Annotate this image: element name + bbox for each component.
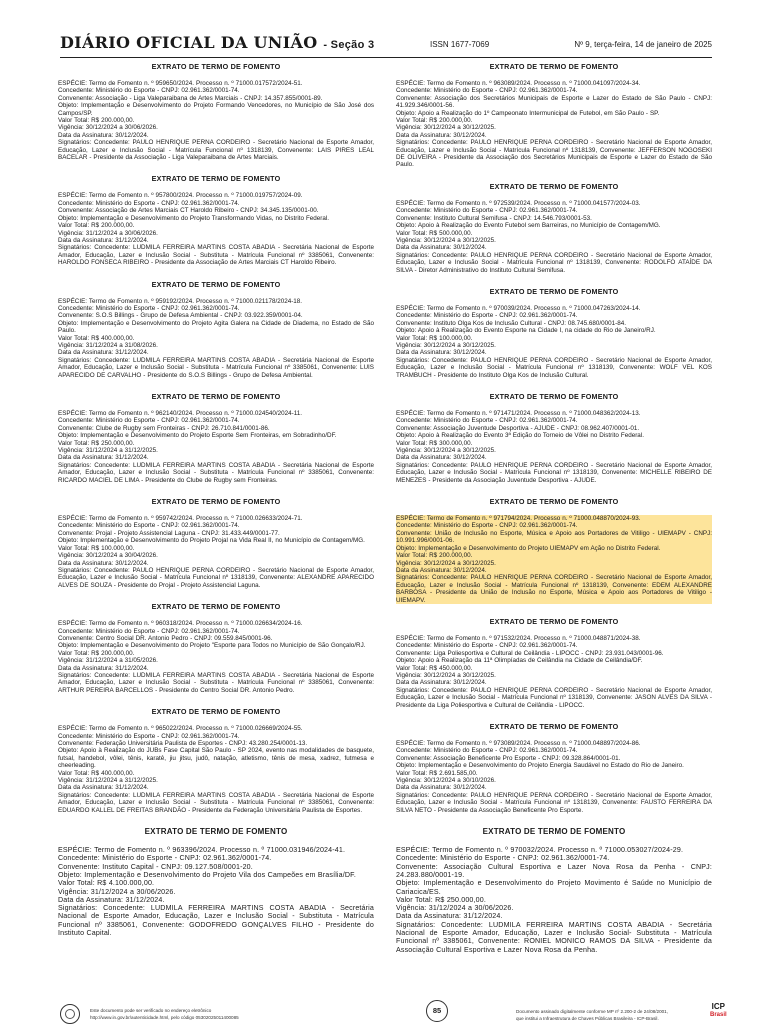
extract-line: Valor Total: R$ 250.000,00. [58, 439, 135, 447]
extract-block [58, 827, 374, 937]
extract-line: Concedente: Ministério do Esporte - CNPJ: 02.961.362/0001-74. [396, 522, 712, 529]
extract-line: Valor Total: R$ 200.000,00. [396, 552, 712, 559]
extract-line: Signatários: Concedente: PAULO HENRIQUE PERNA CORDEIRO - Secretário Nacional de Esporte Amador, Educação, Lazer e Inclusão Social - Matrícula Funcional nº 1318139, Convenente: MICHELLE RIBEIRO DE MENEZES - Presidente da Associação Juventude Desportiva - AJUDE. [396, 461, 712, 484]
extract-block [58, 62, 374, 161]
extract-title: EXTRATO DE TERMO DE FOMENTO [151, 279, 281, 289]
extract-line: ESPÉCIE: Termo de Fomento n. º 972539/2024. Processo n. º 71000.041577/2024-03. [396, 199, 641, 207]
extract-line: Signatários: Concedente: PAULO HENRIQUE PERNA CORDEIRO - Secretário Nacional de Esporte Amador, Educação, Lazer e Inclusão Social - Matrícula Funcional nº 1318139, Convenente: LAIS PIRES LEAL BACELAR - Presidente da Associação - Liga Valeparaibana de Artes Marciais. [58, 139, 374, 162]
extract-line: Vigência: 31/12/2024 a 31/12/2025. [58, 777, 158, 785]
extract-line: Convenente: Projal - Projeto Assistencial Laguna - CNPJ: 31.433.449/0001-77. [58, 529, 280, 537]
extract-line: Concedente: Ministério do Esporte - CNPJ: 02.961.362/0001-74. [58, 304, 240, 312]
extract-line: Vigência: 30/12/2024 a 30/10/2026. [396, 777, 496, 785]
extract-line: Concedente: Ministério do Esporte - CNPJ: 02.961.362/0001-74. [58, 417, 240, 425]
extract-line: Data da Assinatura: 30/12/2024. [396, 131, 487, 139]
extract-line: Valor Total: R$ 300.000,00. [396, 439, 473, 447]
extract-line: ESPÉCIE: Termo de Fomento n. º 965022/2024. Processo n. º 71000.026669/2024-55. [58, 725, 303, 733]
extract-line: Objeto: Apoio à Realização do Evento Esporte na Cidade I, na cidade do Rio de Janeiro/RJ. [396, 327, 656, 335]
extract-line: Signatários: Concedente: LUDMILA FERREIRA MARTINS COSTA ABADIA - Secretária Nacional de Esporte Amador, Educação, Lazer e Inclusão Social - Substituta - Matrícula Funcional nº 3385061, Convenente: ARTHUR PEREIRA BARCELLOS - Presidente do Centro Social DR. Antonio Pedro. [58, 671, 374, 694]
extract-title: EXTRATO DE TERMO DE FOMENTO [489, 616, 619, 626]
newspaper-title: DIÁRIO OFICIAL DA UNIÃO - Seção 3 [60, 33, 375, 52]
extract-title: EXTRATO DE TERMO DE FOMENTO [489, 286, 619, 296]
extract-line: ESPÉCIE: Termo de Fomento n. º 959192/2024. Processo n. º 71000.021178/2024-18. [58, 297, 303, 305]
verification-note: Este documento pode ser verificado no endereço eletrônico http://www.in.gov.br/autenticidade.html, pelo código 05302025011400085 [90, 1008, 239, 1020]
extract-line: Convenente: Associação Juventude Desportiva - AJUDE - CNPJ: 08.962.407/0001-01. [396, 424, 640, 432]
extract-line: Objeto: Implementação e Desenvolvimento do Projeto UIEMAPV em Ação no Distrito Federal. [396, 545, 712, 552]
extract-block [58, 392, 374, 484]
extract-line: Convenente: Associação - Liga Valeparaibana de Artes Marciais - CNPJ: 14.357.855/0001-89. [58, 94, 323, 102]
extract-title: EXTRATO DE TERMO DE FOMENTO [151, 392, 281, 401]
extract-line: Objeto: Implementação e Desenvolvimento do Projeto "Esporte para Todos no Município de São Gonçalo/RJ. [58, 642, 366, 650]
extract-line: Data da Assinatura: 31/12/2024. [58, 236, 149, 244]
extract-line: Data da Assinatura: 31/12/2024. [58, 349, 149, 357]
extract-line: Convenente: Associação Beneficente Pro Esporte - CNPJ: 09.328.864/0001-01. [396, 754, 621, 762]
extract-line: Convenente: Instituto Capital - CNPJ: 09.127.508/0001-20. [58, 862, 253, 871]
extract-line: Data da Assinatura: 30/12/2024. [396, 454, 487, 462]
extract-line: Signatários: Concedente: PAULO HENRIQUE PERNA CORDEIRO - Secretário Nacional de Esporte Amador, Educação, Lazer e Inclusão Social - Matrícula Funcional nº 1318139, Convenente: RODOLFO ATAÍDE DA SILVA - Diretor Administrativo do Instituto Cultural Semifusa. [396, 251, 712, 274]
extract-line: Concedente: Ministério do Esporte - CNPJ: 02.961.362/0001-74. [58, 522, 240, 530]
page-number: 85 [426, 1000, 448, 1022]
extract-title: EXTRATO DE TERMO DE FOMENTO [482, 827, 626, 837]
extract-line: Valor Total: R$ 400.000,00. [58, 769, 135, 777]
extract-line: Data da Assinatura: 30/12/2024. [396, 679, 487, 687]
extract-line: Signatários: Concedente: PAULO HENRIQUE PERNA CORDEIRO - Secretário Nacional de Esporte Amador, Educação, Lazer e Inclusão Social - Matrícula Funcional nº 1318139, Convenente: EDEM ALEXANDRE BARBOSA - Presidente da União de Inclusão no Esporte, Música e Apoio aos Portadores de Vitiligo - UIEMAPV. [396, 574, 712, 604]
extract-line: Vigência: 31/12/2024 a 30/06/2026. [396, 904, 514, 913]
extract-line: Valor Total: R$ 100.000,00. [58, 544, 135, 552]
extract-line: Concedente: Ministério do Esporte - CNPJ: 02.961.362/0001-74. [396, 207, 578, 215]
extract-line: Valor Total: R$ 200.000,00. [58, 649, 135, 657]
extract-line: Convenente: Liga Poliesportiva e Cultural de Ceilândia - LIPOCC - CNPJ: 23.931.043/0001-96. [396, 649, 664, 657]
extract-title: EXTRATO DE TERMO DE FOMENTO [489, 62, 619, 71]
extract-title: EXTRATO DE TERMO DE FOMENTO [489, 181, 619, 191]
extract-line: Data da Assinatura: 31/12/2024. [58, 454, 149, 462]
extract-line: Data da Assinatura: 30/12/2024. [396, 784, 487, 792]
extract-title: EXTRATO DE TERMO DE FOMENTO [151, 497, 281, 507]
extract-line: ESPÉCIE: Termo de Fomento n. º 959742/2024. Processo n. º 71000.026633/2024-71. [58, 515, 303, 523]
extract-line: Convenente: Associação Cultural Esportiva e Lazer Nova Rosa da Penha - CNPJ: 24.283.880/0001-19. [396, 862, 712, 879]
extract-line: Convenente: Instituto Cultural Semifusa - CNPJ: 14.546.793/0001-53. [396, 214, 592, 222]
extract-line: Vigência: 30/12/2024 a 30/12/2025. [396, 236, 496, 244]
page-footer [60, 1000, 727, 1024]
extract-line: Concedente: Ministério do Esporte - CNPJ: 02.961.362/0001-74. [58, 199, 240, 207]
extract-line: Valor Total: R$ 200.000,00. [58, 117, 135, 125]
extract-block [396, 62, 712, 169]
extract-line: Data da Assinatura: 30/12/2024. [396, 349, 487, 357]
extract-line: Concedente: Ministério do Esporte - CNPJ: 02.961.362/0001-74. [58, 732, 240, 740]
extract-line: Vigência: 30/12/2024 a 30/04/2026. [58, 552, 158, 560]
icp-brasil-logo: ICP Brasil [710, 1002, 727, 1018]
extract-line: Objeto: Implementação e Desenvolvimento do Projeto Energia Saudável no Estado do Rio de Janeiro. [396, 762, 684, 770]
extract-line: Objeto: Implementação e Desenvolvimento do Projeto Esporte Sem Fronteiras, em Sobradinho/DF. [58, 432, 337, 440]
extract-line: Convenente: Associação dos Secretários Municipais de Esporte e Lazer do Estado de São Paulo - CNPJ: 41.929.346/0001-56. [396, 94, 712, 110]
extract-line: Vigência: 30/12/2024 a 30/12/2025. [396, 341, 496, 349]
extract-line: Valor Total: R$ 450.000,00. [396, 664, 473, 672]
coat-of-arms-icon [60, 1004, 80, 1024]
extract-line: Vigência: 30/12/2024 a 30/06/2026. [58, 124, 158, 132]
extract-line: Concedente: Ministério do Esporte - CNPJ: 02.961.362/0001-74. [58, 87, 240, 95]
extract-line: Objeto: Implementação e Desenvolvimento do Projeto Vila dos Campeões em Brasília/DF. [58, 870, 356, 879]
extract-title: EXTRATO DE TERMO DE FOMENTO [151, 62, 281, 71]
extract-line: Signatários: Concedente: LUDMILA FERREIRA MARTINS COSTA ABADIA - Secretária Nacional de Esporte Amador, Educação, Lazer e Inclusão Social - Substituta - Matrícula Funcional nº 3385061, Convenente: HAROLDO FONSECA RIBEIRO - Presidente da Associação de Artes Marciais CT Haroldo Ribeiro. [58, 244, 374, 267]
extract-line: Signatários: Concedente: PAULO HENRIQUE PERNA CORDEIRO - Secretário Nacional de Esporte Amador, Educação, Lazer e Inclusão Social - Matrícula Funcional nº 1318139, Convenente: JEFFERSON NOGOSEKI DE OLIVEIRA - Presidente da Associação dos Secretários Municipais de Esporte e Lazer do Estado de São Paulo. [396, 139, 712, 169]
extract-line: ESPÉCIE: Termo de Fomento n. º 970039/2024. Processo n. º 71000.047263/2024-14. [396, 304, 641, 312]
extract-line: Concedente: Ministério do Esporte - CNPJ: 02.961.362/0001-74. [396, 417, 578, 425]
issn: ISSN 1677-7069 [430, 40, 490, 49]
extract-line: Vigência: 30/12/2024 a 30/12/2025. [396, 447, 496, 455]
extract-line: Objeto: Apoio à Realização do Evento 3ª Edição do Torneio de Vôlei no Distrito Federal. [396, 432, 644, 440]
extract-block [396, 617, 712, 709]
extract-line: Valor Total: R$ 400.000,00. [58, 334, 135, 342]
extract-line: Valor Total: R$ 200.000,00. [58, 222, 135, 230]
extract-title: EXTRATO DE TERMO DE FOMENTO [489, 392, 619, 401]
extract-block [396, 722, 712, 814]
extract-block [396, 287, 712, 379]
extract-line: Concedente: Ministério do Esporte - CNPJ: 02.961.362/0001-74. [396, 747, 578, 755]
extract-title: EXTRATO DE TERMO DE FOMENTO [144, 827, 288, 837]
extract-line: Data da Assinatura: 31/12/2024. [58, 895, 165, 904]
extract-line: Objeto: Apoio a Realização do 1º Campeonato Intermunicipal de Futebol, em São Paulo - SP. [396, 109, 660, 117]
extract-line: Objeto: Implementação e Desenvolvimento do Projeto Formando Vencedores, no Município de São José dos Campos/SP. [58, 102, 374, 117]
extract-line: Data da Assinatura: 31/12/2024. [58, 784, 149, 792]
extract-title: EXTRATO DE TERMO DE FOMENTO [151, 174, 281, 184]
extract-line: Signatários: Concedente: LUDMILA FERREIRA MARTINS COSTA ABADIA - Secretária Nacional de Esporte Amador, Educação, Lazer e Inclusão Social - Substituta - Matrícula Funcional nº 3385061, Convenente: GODOFREDO GONÇALVES FILHO - Presidente do Instituto Capital. [58, 904, 374, 938]
extract-line: Concedente: Ministério do Esporte - CNPJ: 02.961.362/0001-74. [396, 312, 578, 320]
page-header [60, 33, 712, 58]
extract-line: Valor Total: R$ 250.000,00. [396, 895, 486, 904]
extract-line: Concedente: Ministério do Esporte - CNPJ: 02.961.362/0001-74. [396, 854, 610, 863]
signature-note: Documento assinado digitalmente conforme MP nº 2.200-2 de 24/08/2001, que institui a Infraestrutura de Chaves Públicas Brasileira - ICP-Brasil. [516, 1009, 669, 1021]
extract-line: Data da Assinatura: 30/12/2024. [58, 559, 149, 567]
extract-line: Signatários: Concedente: LUDMILA FERREIRA MARTINS COSTA ABADIA - Secretária Nacional de Esporte Amador, Educação, Lazer e Inclusão Social - Substituta - Matrícula Funcional nº 3385061, Convenente: EDUARDO KALLEL DE FREITAS BRANDÃO - Presidente da Federação Universitária Paulista de Esportes. [58, 791, 374, 814]
extract-block [58, 497, 374, 589]
extract-line: Objeto: Implementação e Desenvolvimento do Projeto Projal na Vida Real II, no Município de Contagem/MG. [58, 537, 365, 545]
extract-line: Objeto: Apoio à Realização da 11ª Olimpíadas de Ceilândia na Cidade de Ceilândia/DF. [396, 657, 643, 665]
extract-line: Convenente: S.O.S Billings - Grupo de Defesa Ambiental - CNPJ: 03.922.359/0001-04. [58, 312, 303, 320]
extract-line: Signatários: Concedente: LUDMILA FERREIRA MARTINS COSTA ABADIA - Secretária Nacional de Esporte Amador, Educação, Lazer e Inclusão Social- Substituta - Matrícula Funcional nº 3385061, Convenente: RONIEL MONICO RAMOS DA SILVA - Presidente da Associação Cultural Esportiva e Lazer Nova Rosa da Penha. [396, 920, 712, 954]
extract-block [58, 602, 374, 694]
extract-line: Vigência: 30/12/2024 a 30/12/2025. [396, 124, 496, 132]
extract-line: Objeto: Apoio à Realização do Evento Futebol sem Barreiras, no Município de Contagem/MG. [396, 222, 661, 230]
extract-line: ESPÉCIE: Termo de Fomento n. º 970032/2024. Processo n. º 71000.053027/2024-29. [396, 846, 684, 855]
extract-line: Data da Assinatura: 30/12/2024. [396, 567, 712, 574]
extract-line: Valor Total: R$ 2.691.585,00. [396, 769, 478, 777]
extract-line: ESPÉCIE: Termo de Fomento n. º 971532/2024. Processo n. º 71000.048871/2024-38. [396, 634, 641, 642]
extract-line: Vigência: 31/12/2024 a 30/06/2026. [58, 887, 176, 896]
extract-line: ESPÉCIE: Termo de Fomento n. º 963089/2024. Processo n. º 71000.041097/2024-34. [396, 80, 641, 87]
extract-line: Valor Total: R$ 500.000,00. [396, 229, 473, 237]
extract-line: Vigência: 30/12/2024 a 30/12/2025. [396, 560, 712, 567]
extract-block [396, 497, 712, 604]
extract-line: Convenente: Federação Universitária Paulista de Esportes - CNPJ: 43.280.254/0001-13. [58, 740, 308, 747]
extract-line: Convenente: Centro Social DR. Antonio Pedro - CNPJ: 09.559.845/0001-96. [58, 634, 273, 642]
extract-line: Objeto: Implementação e Desenvolvimento do Projeto Transformando Vidas, no Distrito Federal. [58, 214, 330, 222]
extract-line: ESPÉCIE: Termo de Fomento n. º 959650/2024. Processo n. º 71000.017572/2024-51. [58, 80, 303, 87]
extract-line: Signatários: Concedente: PAULO HENRIQUE PERNA CORDEIRO - Secretário Nacional de Esporte Amador, Educação, Lazer e Inclusão Social - Matrícula Funcional nº 1318139, Convenente: WOLF VEL KOS TRAMBUCH - Presidente do Instituto Olga Kos de Inclusão Cultural. [396, 356, 712, 379]
extract-line: Vigência: 31/12/2024 a 31/05/2026. [58, 657, 158, 665]
extract-line: ESPÉCIE: Termo de Fomento n. º 962140/2024. Processo n. º 71000.024540/2024-11. [58, 410, 303, 417]
extract-line: Concedente: Ministério do Esporte - CNPJ: 02.961.362/0001-74. [58, 854, 272, 863]
extract-line: Vigência: 31/12/2024 a 31/12/2025. [58, 447, 158, 455]
extract-line: Convenente: Instituto Olga Kos de Inclusão Cultural - CNPJ: 08.745.680/0001-84. [396, 319, 627, 327]
extract-line: ESPÉCIE: Termo de Fomento n. º 971471/2024. Processo n. º 71000.048362/2024-13. [396, 410, 641, 417]
extract-line: ESPÉCIE: Termo de Fomento n. º 963396/2024. Processo n. º 71000.031946/2024-41. [58, 846, 346, 855]
verification-link[interactable]: http://www.in.gov.br/autenticidade.html, pelo código 05302025011400085 [90, 1014, 239, 1020]
edition-date: Nº 9, terça-feira, 14 de janeiro de 2025 [574, 40, 712, 49]
left-column [58, 62, 374, 950]
extract-line: Convenente: Clube de Rugby sem Fronteiras - CNPJ: 26.710.841/0001-86. [58, 424, 270, 432]
extract-block [58, 174, 374, 266]
right-column [396, 62, 712, 967]
extract-block [58, 707, 374, 814]
extract-line: Signatários: Concedente: LUDMILA FERREIRA MARTINS COSTA ABADIA - Secretária Nacional de Esporte Amador, Educação, Lazer e Inclusão Social - Substituta - Matrícula Funcional nº 3385061, Convenente: RICARDO MACIEL DE LIMA - Presidente do Clube de Rugby sem Fronteiras. [58, 461, 374, 484]
extract-line: ESPÉCIE: Termo de Fomento n. º 971794/2024. Processo n. º 71000.048870/2024-93. [396, 515, 712, 522]
extract-line: Convenente: União de Inclusão no Esporte, Música e Apoio aos Portadores de Vitiligo - UIEMAPV - CNPJ: 10.991.996/0001-06. [396, 529, 712, 545]
extract-line: Valor Total: R$ 100.000,00. [396, 334, 473, 342]
extract-line: Data da Assinatura: 30/12/2024. [396, 244, 487, 252]
section-label: - Seção 3 [323, 39, 375, 51]
extract-line: Signatários: Concedente: LUDMILA FERREIRA MARTINS COSTA ABADIA - Secretária Nacional de Esporte Amador, Educação, Lazer e Inclusão Social - Substituta - Matrícula Funcional nº 3385061, Convenente: LUIS APARECIDO DE CARVALHO - Presidente do S.O.S Billings - Grupo de Defesa Ambiental. [58, 356, 374, 379]
extract-line: Signatários: Concedente: PAULO HENRIQUE PERNA CORDEIRO - Secretário Nacional de Esporte Amador, Educação, Lazer e Inclusão Social - Matrícula Funcional nº 1318139, Convenente: FAUSTO FERREIRA DA SILVA NETO - Presidente da Associação Beneficente Pro Esporte. [396, 791, 712, 814]
extract-title: EXTRATO DE TERMO DE FOMENTO [489, 722, 619, 731]
extract-line: Data da Assinatura: 31/12/2024. [396, 912, 503, 921]
extract-line: Signatários: Concedente: PAULO HENRIQUE PERNA CORDEIRO - Secretário Nacional de Esporte Amador, Educação, Lazer e Inclusão Social - Matrícula Funcional nº 1318139, Convenente: ALEXANDRE APARECIDO ALVES DE SOUZA - Presidente do Projal - Projeto Assistencial Laguna. [58, 566, 374, 589]
extract-title: EXTRATO DE TERMO DE FOMENTO [151, 707, 281, 717]
extract-block [396, 827, 712, 954]
extract-block [396, 182, 712, 274]
extract-line: Valor Total: R$ 200.000,00. [396, 117, 473, 125]
extract-title: EXTRATO DE TERMO DE FOMENTO [151, 602, 281, 612]
extract-line: Data da Assinatura: 30/12/2024. [58, 131, 149, 139]
extract-line: Concedente: Ministério do Esporte - CNPJ: 02.961.362/0001-74. [396, 87, 578, 95]
extract-line: Valor Total: R$ 4.100.000,00. [58, 879, 155, 888]
extract-line: ESPÉCIE: Termo de Fomento n. º 973089/2024. Processo n. º 71000.048897/2024-86. [396, 740, 641, 747]
extract-line: Objeto: Implementação e Desenvolvimento do Projeto Movimento é Saúde no Município de Cariacica/ES. [396, 879, 712, 896]
extract-line: ESPÉCIE: Termo de Fomento n. º 960318/2024. Processo n. º 71000.026634/2024-16. [58, 620, 303, 628]
extract-line: ESPÉCIE: Termo de Fomento n. º 957800/2024. Processo n. º 71000.019757/2024-09. [58, 192, 303, 200]
extract-block [58, 280, 374, 379]
extract-line: Signatários: Concedente: PAULO HENRIQUE PERNA CORDEIRO - Secretário Nacional de Esporte Amador, Educação, Lazer e Inclusão Social - Matrícula Funcional nº 1318139, Convenente: JASON ALVES DA SILVA - Presidente da Liga Poliesportiva e Cultural de Ceilândia - LIPOCC. [396, 686, 712, 709]
extract-block [396, 392, 712, 484]
extract-line: Vigência: 31/12/2024 a 30/06/2026. [58, 229, 158, 237]
extract-line: Data da Assinatura: 31/12/2024. [58, 664, 149, 672]
extract-line: Objeto: Implementação e Desenvolvimento do Projeto Agita Galera na Cidade de Diadema, no Estado de São Paulo. [58, 319, 374, 335]
extract-line: Convenente: Associação de Artes Marciais CT Haroldo Ribeiro - CNPJ: 34.345.135/0001-00. [58, 207, 319, 215]
extract-line: Concedente: Ministério do Esporte - CNPJ: 02.961.362/0001-74. [58, 627, 240, 635]
extract-line: Vigência: 31/12/2024 a 31/08/2026. [58, 341, 158, 349]
extract-line: Concedente: Ministério do Esporte - CNPJ: 02.961.362/0001-74. [396, 642, 578, 650]
extract-line: Objeto: Apoio à Realização do JUBs Fase Capital São Paulo - SP 2024, evento nas modalidades de basquete, futsal, handebol, vôlei, tênis, karatê, jiu jitsu, judô, natação, atletismo, tênis de mesa, xadrez, futmesa e cheerleading. [58, 747, 374, 770]
extract-title: EXTRATO DE TERMO DE FOMENTO [489, 497, 619, 507]
extract-line: Vigência: 30/12/2024 a 30/12/2025. [396, 671, 496, 679]
